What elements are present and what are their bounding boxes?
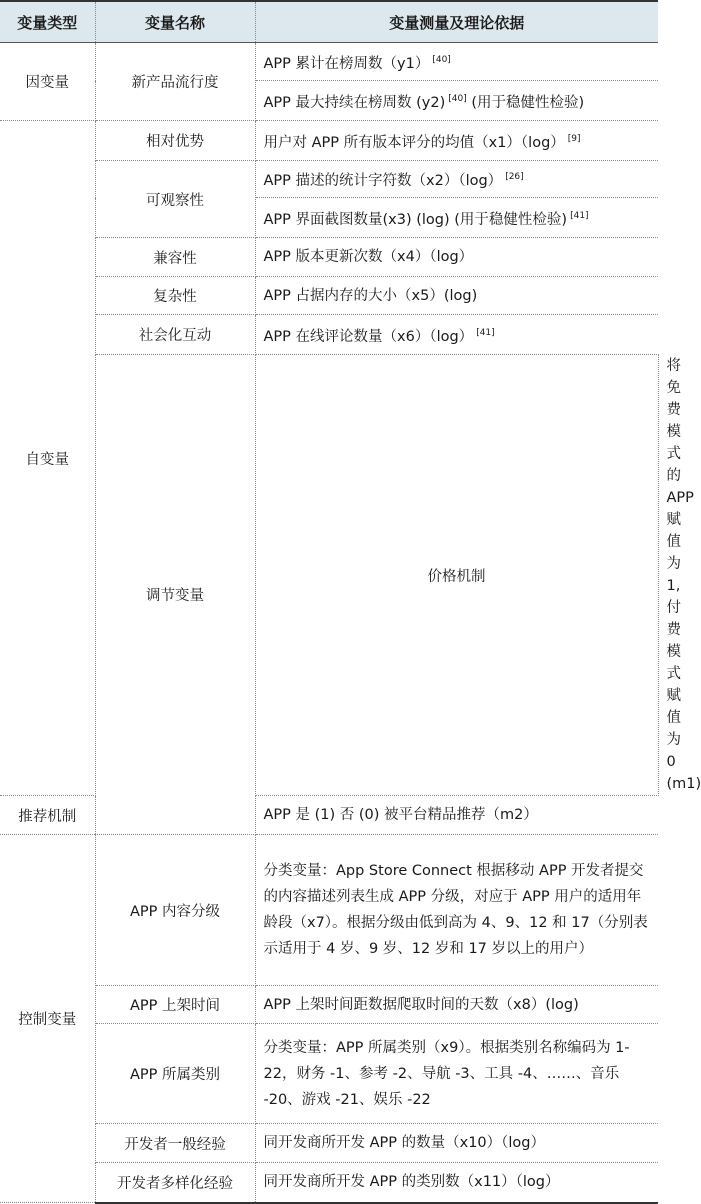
table-row <box>0 161 658 198</box>
group-control: 控制变量 <box>0 835 95 1203</box>
measurement-cell <box>255 81 658 121</box>
citation-ref: [41] <box>570 211 588 221</box>
variable-name: 开发者一般经验 <box>95 1124 255 1163</box>
measurement-text: 同开发商所开发 APP 的类别数（x11）（log） <box>264 1174 560 1190</box>
variable-name: 复杂性 <box>95 277 255 315</box>
measurement-cell <box>255 835 658 986</box>
citation-ref: [26] <box>505 172 523 182</box>
group-dependent: 因变量 <box>0 43 95 121</box>
variable-name: APP 上架时间 <box>95 986 255 1024</box>
measurement-cell <box>255 1163 658 1203</box>
measurement-text: 同开发商所开发 APP 的数量（x10）（log） <box>264 1135 546 1151</box>
measurement-cell <box>255 238 658 277</box>
variable-name: 相对优势 <box>95 121 255 161</box>
variable-name: 社会化互动 <box>95 315 255 355</box>
table-row <box>0 43 658 81</box>
variable-name: 开发者多样化经验 <box>95 1163 255 1203</box>
measurement-cell <box>255 986 658 1024</box>
group-moderator: 调节变量 <box>95 355 255 835</box>
measurement-cell <box>255 1124 658 1163</box>
variable-name: 兼容性 <box>95 238 255 277</box>
measurement-cell <box>255 1024 658 1124</box>
measurement-text: 分类变量：App Store Connect 根据移动 APP 开发者提交的内容描述列表生成 APP 分级，对应于 APP 用户的适用年龄段（x7）。根据分级由低到高为 4、9、12 和 17（分别表示适用于 4 岁、9 岁、12 岁和 17 岁以上的用户） <box>264 863 648 957</box>
variable-name: 新产品流行度 <box>95 43 255 121</box>
measurement-text: APP 在线评论数量（x6）（log） <box>264 328 474 344</box>
variable-name: APP 内容分级 <box>95 835 255 986</box>
measurement-cell <box>255 315 658 355</box>
variable-name: APP 所属类别 <box>95 1024 255 1124</box>
table-row <box>0 315 658 355</box>
variable-name: 价格机制 <box>255 355 658 796</box>
measurement-cell <box>255 198 658 238</box>
citation-ref: [9] <box>568 134 581 144</box>
table-row <box>0 986 658 1024</box>
table-row <box>0 238 658 277</box>
header-measurement-basis: 变量测量及理论依据 <box>255 1 658 43</box>
header-variable-name: 变量名称 <box>95 1 255 43</box>
citation-ref: [41] <box>476 328 494 338</box>
measurement-cell <box>255 43 658 81</box>
measurement-text: APP 累计在榜周数（y1） <box>264 55 430 71</box>
measurement-text: APP 最大持续在榜周数 (y2) <box>264 94 446 110</box>
measurement-text: APP 上架时间距数据爬取时间的天数（x8）(log) <box>264 997 579 1013</box>
measurement-note: (用于稳健性检验) <box>471 94 584 110</box>
variable-name: 可观察性 <box>95 161 255 238</box>
measurement-text: 分类变量：APP 所属类别（x9）。根据类别名称编码为 1-22，财务 -1、参考 -2、导航 -3、工具 -4、……、音乐 -20、游戏 -21、娱乐 -22 <box>264 1040 630 1108</box>
measurement-text: APP 是 (1) 否 (0) 被平台精品推荐（m2） <box>264 807 538 823</box>
measurement-cell <box>255 161 658 198</box>
table-row <box>0 1163 658 1203</box>
header-row <box>0 1 658 43</box>
citation-ref: [40] <box>432 55 450 65</box>
group-independent: 自变量 <box>0 121 95 796</box>
table-row <box>0 1124 658 1163</box>
table-row <box>0 121 658 161</box>
variable-name: 推荐机制 <box>0 796 95 835</box>
measurement-text: APP 界面截图数量(x3) (log) (用于稳健性检验) <box>264 211 568 227</box>
table-row <box>0 277 658 315</box>
measurement-cell <box>255 277 658 315</box>
measurement-cell <box>255 796 658 835</box>
table-row <box>0 355 658 796</box>
citation-ref: [40] <box>448 94 466 104</box>
measurement-text: APP 版本更新次数（x4）（log） <box>264 249 474 265</box>
measurement-text: 用户对 APP 所有版本评分的均值（x1）（log） <box>264 134 565 150</box>
measurement-text: APP 描述的统计字符数（x2）（log） <box>264 173 503 189</box>
table-row <box>0 835 658 986</box>
table-row <box>0 1024 658 1124</box>
measurement-text: APP 占据内存的大小（x5）(log) <box>264 288 478 304</box>
measurement-cell <box>255 121 658 161</box>
measurement-text: 将免费模式的 APP 赋值为 1, 付费模式赋值为 0 (m1) <box>667 358 701 792</box>
header-variable-type: 变量类型 <box>0 1 95 43</box>
